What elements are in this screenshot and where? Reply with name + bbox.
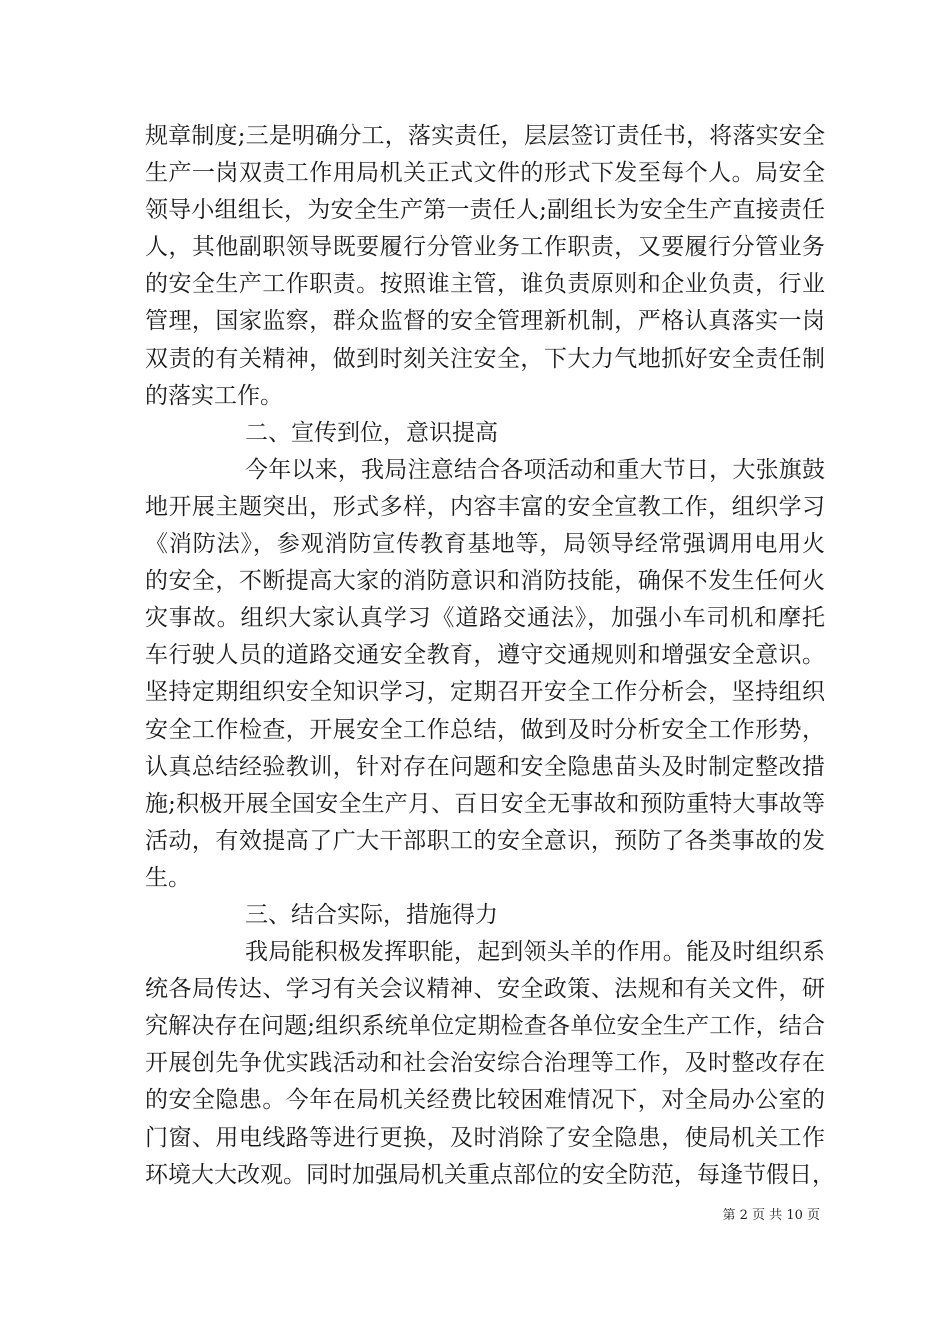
- section-heading: 三、结合实际，措施得力: [245, 901, 498, 928]
- text-line: 的安全生产工作职责。按照谁主管，谁负责原则和企业负责，行业: [145, 271, 825, 298]
- text-line: 坚持定期组织安全知识学习，定期召开安全工作分析会，坚持组织: [145, 679, 825, 706]
- text-line: 领导小组组长，为安全生产第一责任人;副组长为安全生产直接责任: [145, 197, 825, 224]
- text-line: 地开展主题突出，形式多样，内容丰富的安全宣教工作，组织学习: [145, 493, 825, 520]
- text-line: 究解决存在问题;组织系统单位定期检查各单位安全生产工作，结合: [145, 1013, 825, 1040]
- text-line: 生产一岗双责工作用局机关正式文件的形式下发至每个人。局安全: [145, 160, 825, 187]
- section-heading: 二、宣传到位，意识提高: [245, 419, 498, 446]
- text-line: 的落实工作。: [145, 382, 283, 409]
- text-line: 人，其他副职领导既要履行分管业务工作职责，又要履行分管业务: [145, 234, 825, 261]
- text-line: 的安全，不断提高大家的消防意识和消防技能，确保不发生任何火: [145, 568, 825, 595]
- text-line: 车行驶人员的道路交通安全教育，遵守交通规则和增强安全意识。: [145, 642, 825, 669]
- text-line: 安全工作检查，开展安全工作总结，做到及时分析安全工作形势，: [145, 716, 825, 743]
- text-line: 开展创先争优实践活动和社会治安综合治理等工作，及时整改存在: [145, 1050, 825, 1077]
- text-line: 环境大大改观。同时加强局机关重点部位的安全防范，每逢节假日，: [145, 1161, 835, 1188]
- text-line: 认真总结经验教训，针对存在问题和安全隐患苗头及时制定整改措: [145, 753, 825, 780]
- text-line: 施;积极开展全国安全生产月、百日安全无事故和预防重特大事故等: [145, 790, 825, 817]
- document-body: [145, 118, 835, 1194]
- text-line: 统各局传达、学习有关会议精神、安全政策、法规和有关文件，研: [145, 976, 825, 1003]
- text-line: 规章制度;三是明确分工，落实责任，层层签订责任书，将落实安全: [145, 123, 825, 149]
- text-line: 我局能积极发挥职能，起到领头羊的作用。能及时组织系: [245, 939, 825, 966]
- text-line: 管理，国家监察，群众监督的安全管理新机制，严格认真落实一岗: [145, 308, 825, 335]
- text-line: 《消防法》，参观消防宣传教育基地等，局领导经常强调用电用火: [145, 531, 825, 558]
- text-line: 双责的有关精神，做到时刻关注安全，下大力气地抓好安全责任制: [145, 345, 825, 372]
- text-line: 今年以来，我局注意结合各项活动和重大节日，大张旗鼓: [245, 456, 825, 483]
- page-number: 第 2 页 共 10 页: [722, 1208, 820, 1223]
- text-line: 灾事故。组织大家认真学习《道路交通法》，加强小车司机和摩托: [145, 605, 825, 632]
- text-line: 生。: [145, 864, 191, 891]
- text-line: 门窗、用电线路等进行更换，及时消除了安全隐患，使局机关工作: [145, 1124, 825, 1151]
- text-line: 活动，有效提高了广大干部职工的安全意识，预防了各类事故的发: [145, 827, 825, 854]
- text-line: 的安全隐患。今年在局机关经费比较困难情况下，对全局办公室的: [145, 1087, 825, 1114]
